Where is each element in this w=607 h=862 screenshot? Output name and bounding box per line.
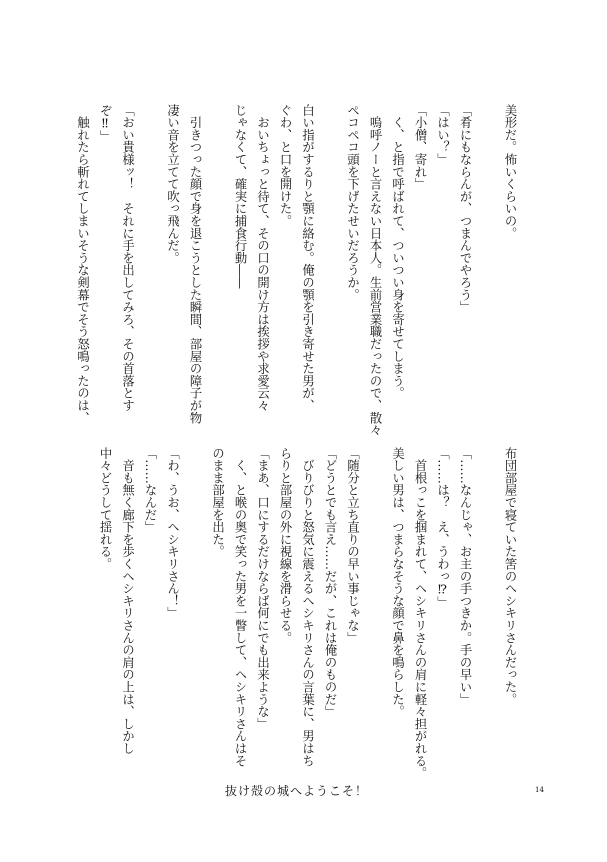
text-line: 中々どうして揺れる。 [98, 447, 112, 570]
blank-line [206, 104, 229, 424]
footer-book-title: 抜け殻の城へようこそ！ [225, 784, 369, 798]
text-line: 「……は？ え、うわっ⁉」 [435, 447, 450, 609]
text-line: 音も無く廊下を歩くヘシキリさんの肩の上は、しかし [120, 447, 135, 755]
text-line: 「はい？」 [435, 104, 450, 166]
text-line: 「まあ、口にするだけならば何にでも出来ような」 [255, 447, 270, 730]
text-line: く、と指で呼ばれて、ついつい身を寄せてしまう。 [390, 104, 405, 400]
blank-line [476, 104, 499, 424]
text-line: 「どうとでも言え……だが、これは俺のものだ」 [323, 447, 337, 718]
text-line: びりびりと怒気に震えるヘシキリさんの言葉に、男はち [300, 447, 315, 767]
text-line: 美しい男は、つまらなそうな顔で鼻を鳴らした。 [390, 447, 405, 718]
text-line: ぐわ、と口を開けた。 [278, 104, 292, 227]
text-line: 凄い音を立てて吹っ飛んだ。 [165, 104, 180, 264]
text-line: 「おい貴様ッ！ それに手を出してみろ、その首落とす [120, 104, 135, 412]
text-line: 「小僧、寄れ」 [413, 104, 427, 191]
blank-line [319, 104, 342, 424]
page-number: 14 [535, 786, 544, 794]
text-line: 美形だ。怖いくらいの。 [503, 104, 517, 240]
text-line: おいちょっと待て、その口の開け方は挨拶や求愛云々 [255, 104, 270, 412]
text-line: のまま部屋を出た。 [210, 447, 225, 558]
text-line: 引きつった顔で身を退こうとした瞬間、部屋の障子が物 [188, 104, 202, 424]
text-line: じゃなくて、確実に捕食行動―― [233, 104, 247, 289]
blank-line [184, 447, 207, 767]
blank-line [476, 447, 499, 767]
text-line: 嗚呼ノーと言えない日本人。生前営業職だったので、散々 [368, 104, 382, 437]
text-line: 触れたら斬れてしまいそうな剣幕でそう怒鳴ったのは、 [75, 104, 90, 424]
text-line: 布団部屋で寝ていた筈のヘシキリさんだった。 [503, 447, 517, 706]
text-line: 「……なんだ」 [143, 447, 157, 534]
text-line: ぞ‼」 [98, 104, 112, 143]
text-block-bottom [94, 447, 522, 780]
text-line: く、と喉の奥で笑った男を一瞥して、ヘシキリさんはそ [233, 447, 247, 767]
text-line: 「わ、うお、ヘシキリさん！」 [165, 447, 180, 620]
blank-line [364, 447, 387, 767]
text-line: 白い指がするりと顎に絡む。俺の顎を引き寄せた男が、 [300, 104, 315, 412]
text-line: 「随分と立ち直りの早い事じゃな」 [345, 447, 360, 644]
text-block-top [71, 104, 521, 437]
text-line: 「肴にもならんが、つまんでやろう」 [458, 104, 472, 314]
text-line: 「……なんじゃ、お主の手つきか。手の早い」 [458, 447, 472, 706]
text-line: 首根っこを掴まれて、ヘシキリさんの肩に軽々担がれる。 [413, 447, 427, 780]
text-line: らりと部屋の外に視線を滑らせる。 [278, 447, 292, 644]
text-line: ペコペコ頭を下げたせいだろうか。 [345, 104, 360, 301]
blank-line [139, 104, 162, 424]
